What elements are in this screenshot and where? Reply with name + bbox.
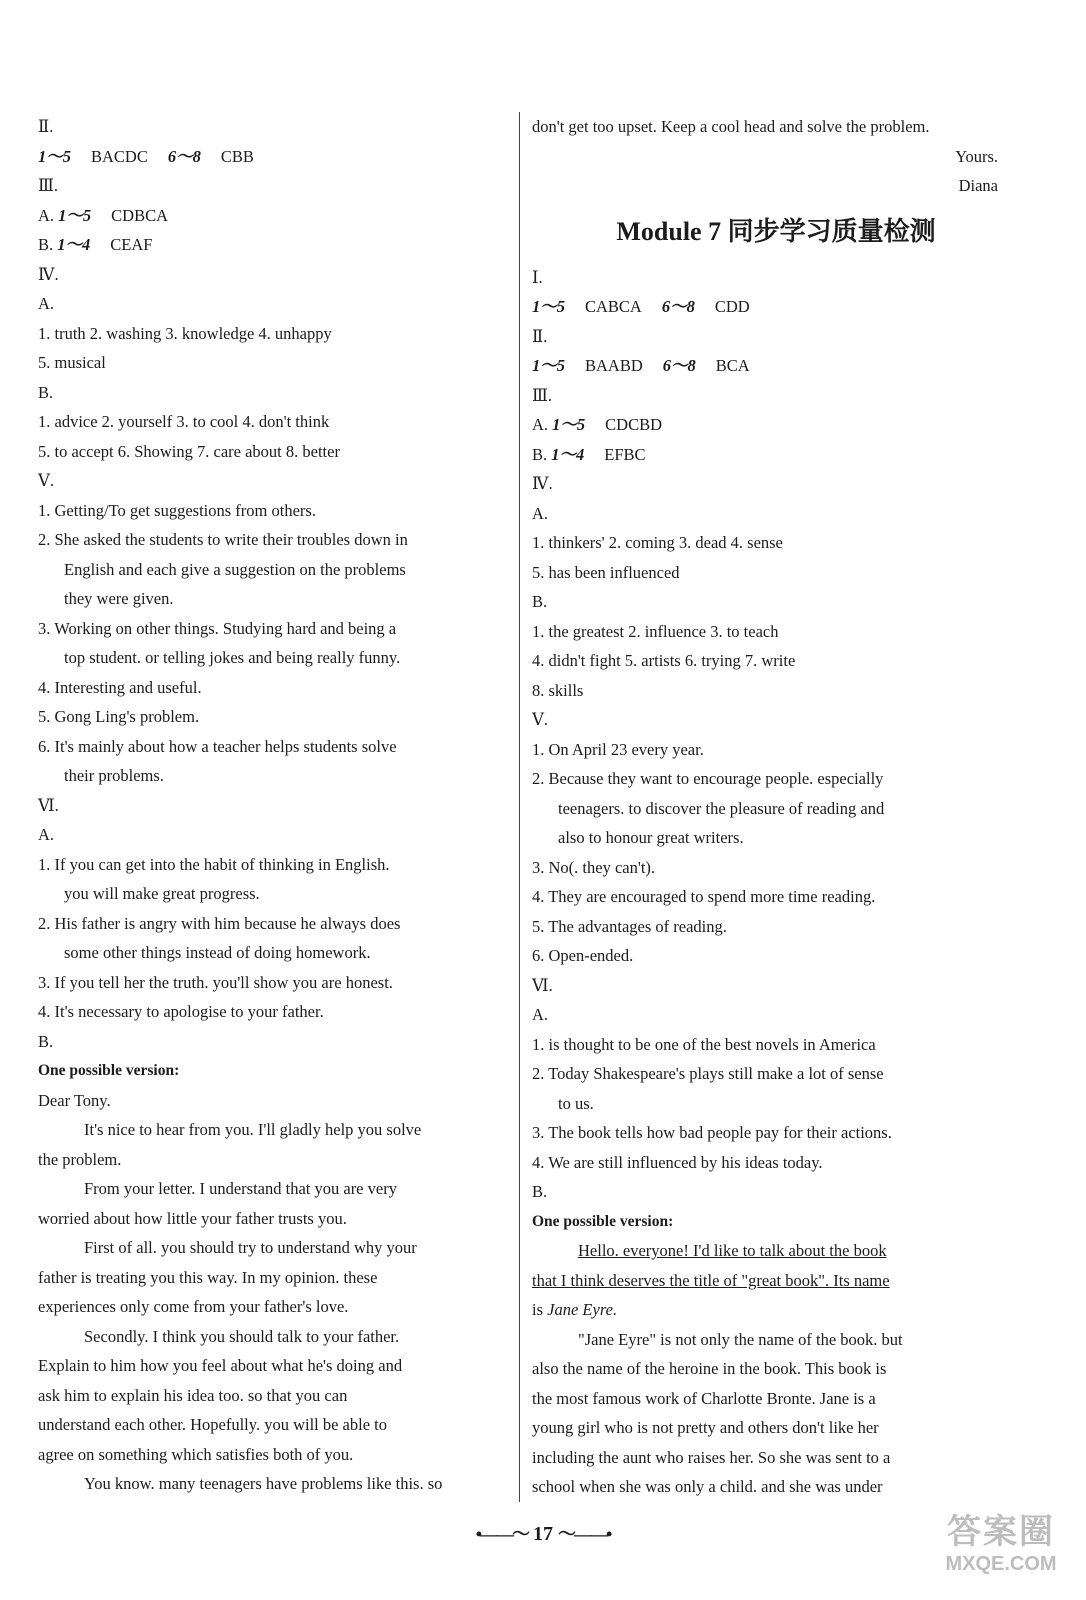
answer-line bbox=[38, 1204, 518, 1234]
line-text: 1. On April 23 every year. bbox=[532, 739, 704, 759]
answer-letters: CBB bbox=[220, 146, 254, 166]
answer-line bbox=[532, 882, 1020, 912]
line-text: 1. Getting/To get suggestions from others. bbox=[38, 500, 316, 520]
answer-line bbox=[532, 1000, 1020, 1030]
answer-line bbox=[532, 587, 1020, 617]
left-ornament-icon: •——〜 bbox=[475, 1524, 528, 1544]
range-label: 1～5 bbox=[552, 415, 586, 434]
answer-line bbox=[532, 292, 1020, 322]
line-text: they were given. bbox=[64, 589, 174, 608]
answer-line bbox=[532, 263, 1020, 293]
line-text: Ⅱ. bbox=[532, 326, 548, 346]
line-text: to us. bbox=[558, 1093, 594, 1113]
answer-line bbox=[532, 1384, 1020, 1414]
line-text: B. bbox=[532, 1182, 548, 1201]
answer-line bbox=[38, 614, 518, 644]
line-text: 4. We are still influenced by his ideas today. bbox=[532, 1152, 823, 1172]
answer-line bbox=[38, 673, 518, 703]
line-text: that I think deserves the title of "great book". bbox=[532, 1270, 830, 1290]
answer-line bbox=[532, 853, 1020, 883]
answer-line bbox=[532, 1207, 1020, 1237]
answer-line bbox=[38, 1174, 518, 1204]
line-text: also to honour great writers. bbox=[558, 828, 744, 847]
answer-line bbox=[38, 525, 518, 555]
left-column bbox=[38, 112, 518, 1499]
answer-letters: CABCA bbox=[585, 297, 642, 316]
line-text: 8. skills bbox=[532, 680, 584, 700]
line-text: 4. didn't fight 5. artists 6. trying 7. write bbox=[532, 651, 796, 670]
answer-line bbox=[532, 351, 1020, 381]
answer-line bbox=[532, 971, 1020, 1001]
answer-line bbox=[38, 1322, 518, 1352]
line-text: worried about how little your father trusts you. bbox=[38, 1208, 347, 1228]
line-text: 3. If you tell her the truth. you'll show you are honest. bbox=[38, 972, 393, 992]
line-text: father is treating you this way. In my opinion. these bbox=[38, 1267, 378, 1287]
line-text: 3. No(. they can't). bbox=[532, 857, 656, 877]
answer-line bbox=[38, 260, 518, 290]
answer-line bbox=[532, 794, 1020, 824]
line-text: English and each give a suggestion on the problems bbox=[64, 559, 406, 579]
answer-line bbox=[532, 1266, 1020, 1296]
answer-line bbox=[38, 1145, 518, 1175]
line-text: also the name of the heroine in the book. This book is bbox=[532, 1359, 887, 1378]
line-text: 4. Interesting and useful. bbox=[38, 677, 202, 697]
answer-line bbox=[532, 558, 1020, 588]
line-text: 1. advice 2. yourself 3. to cool 4. don't think bbox=[38, 412, 330, 431]
answer-line bbox=[532, 1148, 1020, 1178]
answer-line bbox=[38, 643, 518, 673]
range-label: 6～8 bbox=[661, 297, 695, 316]
line-text: B. bbox=[38, 382, 54, 402]
range-label: 1～5 bbox=[532, 297, 565, 316]
answer-line bbox=[532, 112, 1020, 142]
answer-line bbox=[532, 381, 1020, 411]
answer-line bbox=[532, 735, 1020, 765]
line-text: teenagers. to discover the pleasure of reading and bbox=[558, 798, 885, 818]
line-text: some other things instead of doing homework. bbox=[64, 943, 371, 962]
line-text: don't get too upset. Keep a cool head and solve the problem. bbox=[532, 117, 930, 136]
answer-letters: CEAF bbox=[110, 235, 153, 254]
line-text: Ⅲ. bbox=[532, 385, 553, 405]
line-text: 4. It's necessary to apologise to your father. bbox=[38, 1002, 324, 1021]
answer-line bbox=[38, 142, 518, 172]
line-text: experiences only come from your father's love. bbox=[38, 1297, 349, 1316]
line-text: 6. It's mainly about how a teacher helps students solve bbox=[38, 736, 397, 756]
answer-line bbox=[532, 469, 1020, 499]
answer-line bbox=[38, 1469, 518, 1499]
line-text: 2. His father is angry with him because he always does bbox=[38, 913, 401, 933]
answer-line bbox=[532, 528, 1020, 558]
line-text: 1. the greatest 2. influence 3. to teach bbox=[532, 621, 779, 641]
section-prefix: B. bbox=[532, 444, 548, 464]
line-text: A. bbox=[38, 294, 55, 313]
answer-line bbox=[532, 499, 1020, 529]
answer-letters: CDD bbox=[714, 297, 750, 316]
line-text: You know. many teenagers have problems like this. so bbox=[84, 1474, 443, 1493]
answer-line bbox=[532, 676, 1020, 706]
answer-line bbox=[38, 230, 518, 260]
range-label: 1～5 bbox=[38, 146, 71, 166]
line-text: including the aunt who raises her. So she was sent to a bbox=[532, 1447, 891, 1467]
answer-letters: CDCBD bbox=[605, 415, 663, 434]
answer-line bbox=[38, 702, 518, 732]
page-number: 17 bbox=[533, 1523, 553, 1545]
right-column bbox=[532, 112, 1020, 1502]
answer-letters: BACDC bbox=[91, 146, 148, 166]
line-text: 2. Today Shakespeare's plays still make a lot of sense bbox=[532, 1064, 884, 1083]
answer-line bbox=[38, 496, 518, 526]
answer-line bbox=[532, 142, 1020, 172]
answer-line bbox=[532, 410, 1020, 440]
answer-line bbox=[38, 1263, 518, 1293]
line-text: top student. or telling jokes and being really funny. bbox=[64, 648, 401, 667]
answer-line bbox=[532, 646, 1020, 676]
answer-letters: BCA bbox=[715, 356, 750, 375]
line-text: 3. Working on other things. Studying hard and being a bbox=[38, 618, 397, 638]
answer-line bbox=[38, 407, 518, 437]
answer-line bbox=[38, 319, 518, 349]
range-label: 6～8 bbox=[167, 146, 201, 166]
line-text: Ⅳ. bbox=[532, 474, 553, 493]
line-text: 5. The advantages of reading. bbox=[532, 916, 727, 936]
range-label: 1～5 bbox=[532, 356, 565, 375]
line-text: Secondly. I think you should talk to your father. bbox=[84, 1326, 400, 1346]
line-text: From your letter. I understand that you are very bbox=[84, 1179, 397, 1198]
book-title: Jane Eyre. bbox=[547, 1300, 618, 1319]
answer-line bbox=[38, 1292, 518, 1322]
line-text: their problems. bbox=[64, 766, 164, 785]
line-text: Diana bbox=[958, 176, 998, 195]
watermark-url: MXQE.COM bbox=[945, 1553, 1057, 1575]
range-label: 1～4 bbox=[551, 444, 585, 464]
answer-line bbox=[38, 171, 518, 201]
line-text: "Jane Eyre" is not only the name of the book. but bbox=[578, 1329, 903, 1349]
line-text: Ⅵ. bbox=[532, 975, 553, 995]
answer-line bbox=[38, 997, 518, 1027]
line-text: A. bbox=[532, 1005, 549, 1024]
answer-line bbox=[38, 1440, 518, 1470]
answer-line bbox=[38, 289, 518, 319]
line-text: B. bbox=[532, 592, 548, 611]
answer-letters: BAABD bbox=[585, 356, 643, 375]
answer-line bbox=[38, 584, 518, 614]
answer-line bbox=[532, 1118, 1020, 1148]
column-divider bbox=[519, 112, 520, 1502]
module-title: Module 7 同步学习质量检测 bbox=[616, 216, 936, 246]
watermark-logo: 答案圈 bbox=[947, 1513, 1055, 1551]
answer-line bbox=[532, 705, 1020, 735]
line-text: 3. The book tells how bad people pay for their actions. bbox=[532, 1123, 892, 1142]
line-text: Ⅲ. bbox=[38, 176, 59, 195]
answer-line bbox=[38, 378, 518, 408]
line-text: It's nice to hear from you. I'll gladly help you solve bbox=[84, 1120, 422, 1139]
range-label: 6～8 bbox=[662, 356, 696, 375]
range-label: 1～5 bbox=[58, 205, 92, 225]
answer-line bbox=[38, 1351, 518, 1381]
answer-line bbox=[38, 466, 518, 496]
line-text: First of all. you should try to understand why your bbox=[84, 1238, 417, 1257]
answer-line bbox=[532, 617, 1020, 647]
line-text: 5. has been influenced bbox=[532, 562, 680, 582]
answer-line bbox=[38, 761, 518, 791]
line-text: 5. Gong Ling's problem. bbox=[38, 707, 200, 726]
line-text: agree on something which satisfies both of you. bbox=[38, 1444, 354, 1464]
line-tail: Its name bbox=[829, 1270, 890, 1290]
answer-line bbox=[532, 1325, 1020, 1355]
answer-letters: CDBCA bbox=[111, 205, 169, 225]
range-label: 1～4 bbox=[57, 235, 91, 254]
answer-line bbox=[38, 732, 518, 762]
answer-line bbox=[38, 201, 518, 231]
answer-line bbox=[38, 938, 518, 968]
answer-line bbox=[38, 968, 518, 998]
answer-line bbox=[38, 1381, 518, 1411]
answer-line bbox=[532, 440, 1020, 470]
line-text: the problem. bbox=[38, 1149, 122, 1169]
line-text: 1. is thought to be one of the best novels in America bbox=[532, 1034, 876, 1054]
watermark bbox=[926, 1504, 1076, 1594]
answer-line bbox=[38, 555, 518, 585]
line-text: 5. to accept 6. Showing 7. care about 8. better bbox=[38, 441, 340, 461]
answer-line bbox=[38, 879, 518, 909]
line-text: Ⅴ. bbox=[532, 710, 549, 729]
line-text: 2. She asked the students to write their troubles down in bbox=[38, 530, 408, 549]
line-text: Ⅳ. bbox=[38, 264, 59, 284]
answer-line bbox=[38, 791, 518, 821]
module-7-answers bbox=[532, 263, 1020, 1502]
answer-line bbox=[532, 1413, 1020, 1443]
line-text: 5. musical bbox=[38, 353, 106, 372]
line-text: Hello. everyone! I'd like to talk about the book bbox=[578, 1241, 887, 1260]
answer-line bbox=[532, 941, 1020, 971]
line-text: 1. truth 2. washing 3. knowledge 4. unhappy bbox=[38, 323, 332, 343]
line-text: Ⅱ. bbox=[38, 117, 54, 136]
answer-line bbox=[38, 909, 518, 939]
line-text: understand each other. Hopefully. you will be able to bbox=[38, 1415, 387, 1434]
line-text: A. bbox=[38, 825, 55, 844]
line-text: school when she was only a child. and she was under bbox=[532, 1477, 883, 1496]
answer-line bbox=[38, 820, 518, 850]
answer-line bbox=[532, 171, 1020, 201]
line-text: Explain to him how you feel about what he's doing and bbox=[38, 1356, 403, 1375]
answer-line bbox=[532, 1443, 1020, 1473]
line-text: One possible version: bbox=[532, 1212, 674, 1230]
line-text: young girl who is not pretty and others don't like her bbox=[532, 1418, 879, 1437]
answer-line bbox=[532, 1059, 1020, 1089]
answer-line bbox=[38, 1027, 518, 1057]
section-prefix: A. bbox=[532, 415, 549, 434]
answer-line bbox=[532, 1030, 1020, 1060]
answer-line bbox=[38, 1233, 518, 1263]
line-text: B. bbox=[38, 1031, 54, 1051]
answer-line bbox=[532, 912, 1020, 942]
line-text: 6. Open-ended. bbox=[532, 946, 634, 965]
line-text: 1. If you can get into the habit of thinking in English. bbox=[38, 854, 390, 874]
line-text: One possible version: bbox=[38, 1062, 180, 1079]
line-text: Ⅵ. bbox=[38, 795, 59, 815]
answer-line bbox=[532, 322, 1020, 352]
line-text: Ⅰ. bbox=[532, 267, 543, 287]
answer-line bbox=[38, 437, 518, 467]
answer-letters: EFBC bbox=[604, 444, 646, 464]
line-text: is bbox=[532, 1300, 548, 1319]
answer-line bbox=[532, 1177, 1020, 1207]
line-text: the most famous work of Charlotte Bronte. Jane is a bbox=[532, 1388, 876, 1408]
line-text: 4. They are encouraged to spend more time reading. bbox=[532, 887, 876, 906]
answer-line bbox=[532, 1472, 1020, 1502]
line-text: Yours. bbox=[955, 146, 998, 166]
answer-line bbox=[38, 112, 518, 142]
answer-line bbox=[532, 1354, 1020, 1384]
answer-line bbox=[532, 1089, 1020, 1119]
line-text: you will make great progress. bbox=[64, 884, 260, 903]
line-text: Ⅴ. bbox=[38, 471, 55, 490]
answer-line bbox=[532, 1236, 1020, 1266]
answer-line bbox=[532, 823, 1020, 853]
answer-line bbox=[38, 1115, 518, 1145]
line-text: 2. Because they want to encourage people. especially bbox=[532, 769, 884, 788]
answer-line bbox=[38, 1056, 518, 1086]
section-prefix: A. bbox=[38, 205, 55, 225]
line-text: A. bbox=[532, 503, 549, 523]
answer-line bbox=[532, 764, 1020, 794]
line-text: ask him to explain his idea too. so that you can bbox=[38, 1385, 348, 1405]
line-text: Dear Tony. bbox=[38, 1090, 111, 1110]
right-ornament-icon: 〜——• bbox=[558, 1524, 611, 1544]
page-footer bbox=[0, 1520, 1086, 1546]
answer-line bbox=[38, 1086, 518, 1116]
line-text: 1. thinkers' 2. coming 3. dead 4. sense bbox=[532, 533, 783, 552]
answer-line bbox=[38, 348, 518, 378]
answer-line bbox=[38, 850, 518, 880]
answer-line bbox=[38, 1410, 518, 1440]
answer-line bbox=[532, 1295, 1020, 1325]
letter-ending bbox=[532, 112, 1020, 201]
section-prefix: B. bbox=[38, 235, 54, 254]
